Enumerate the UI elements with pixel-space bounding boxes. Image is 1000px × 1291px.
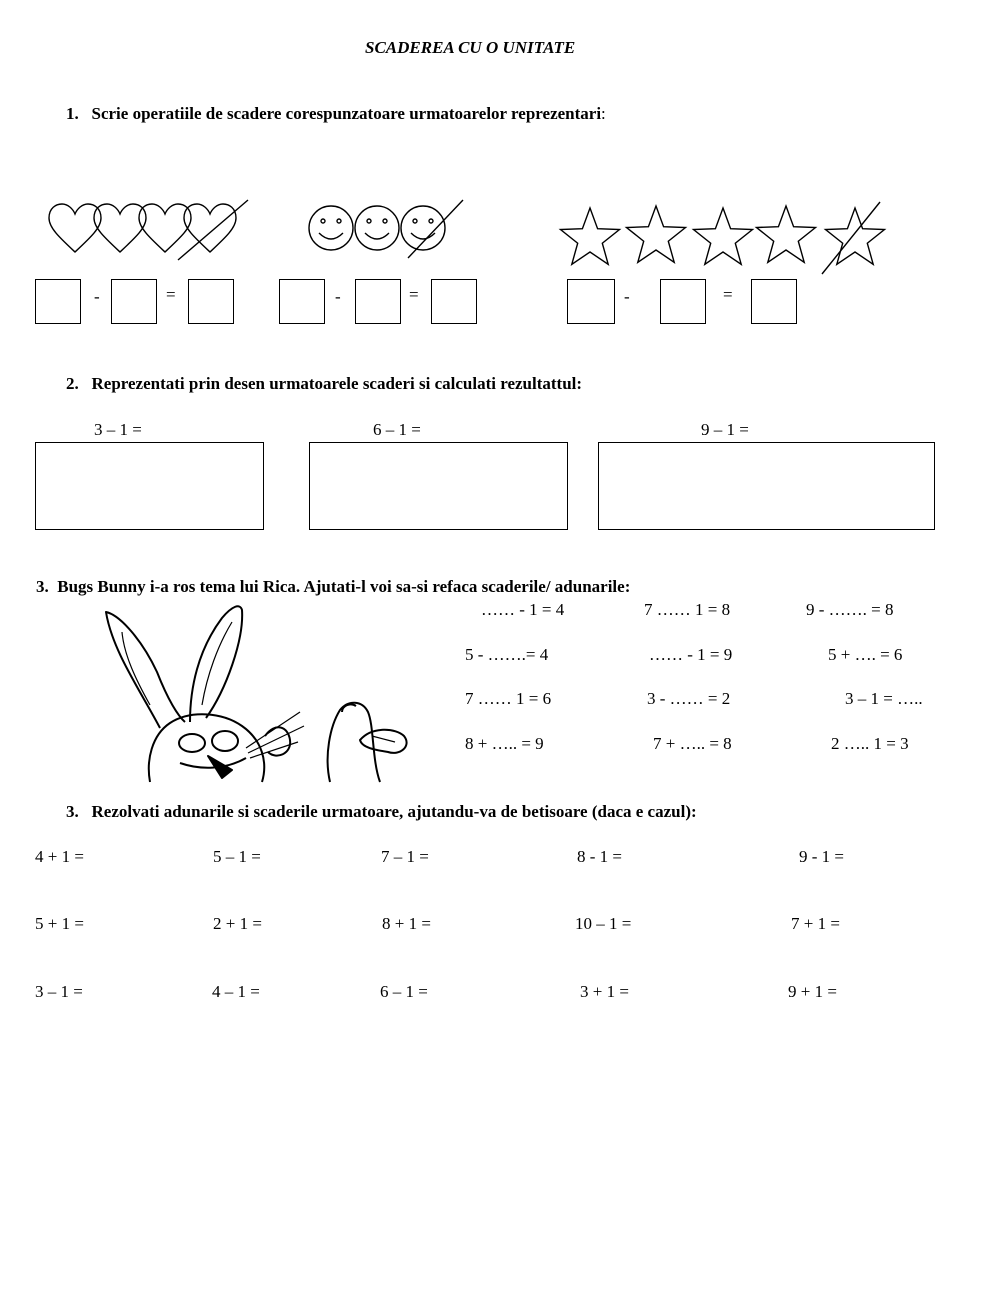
arithmetic-exercise[interactable]: 8 - 1 = <box>577 847 622 866</box>
q2-exercise: 9 – 1 = <box>701 420 749 439</box>
arithmetic-exercise[interactable]: 6 – 1 = <box>380 982 428 1001</box>
q4-heading <box>66 802 697 822</box>
minus-sign: - <box>335 287 341 306</box>
q1-number: 1. <box>66 104 79 123</box>
rabbit-ear-icon <box>106 612 185 728</box>
arithmetic-exercise[interactable]: 8 + 1 = <box>382 914 431 933</box>
fill-in-exercise[interactable]: 7 …… 1 = 8 <box>644 600 731 619</box>
arithmetic-exercise[interactable]: 9 - 1 = <box>799 847 844 866</box>
q1-text: Scrie operatiile de scadere corespunzatoare urmatoarelor reprezentari <box>91 104 602 123</box>
equals-sign: = <box>166 285 176 304</box>
arithmetic-exercise[interactable]: 3 – 1 = <box>35 982 83 1001</box>
arithmetic-exercise[interactable]: 5 – 1 = <box>213 847 261 866</box>
q1-colon: : <box>601 104 606 123</box>
fill-in-exercise[interactable]: 7 + ….. = 8 <box>653 734 732 753</box>
q4-text: Rezolvati adunarile si scaderile urmatoare, ajutandu-va de betisoare (daca e cazul): <box>91 802 697 821</box>
fill-in-exercise[interactable]: 3 - …… = 2 <box>647 689 731 708</box>
fill-in-exercise[interactable]: 8 + ….. = 9 <box>465 734 544 753</box>
fill-in-exercise[interactable]: …… - 1 = 9 <box>649 645 733 664</box>
q2-text: Reprezentati prin desen urmatoarele scaderi si calculati rezultattul: <box>91 374 583 393</box>
arithmetic-exercise[interactable]: 9 + 1 = <box>788 982 837 1001</box>
pencil-icon <box>328 703 407 782</box>
arithmetic-exercise[interactable]: 4 – 1 = <box>212 982 260 1001</box>
fill-in-exercise[interactable]: 7 …… 1 = 6 <box>465 689 552 708</box>
q4-number: 3. <box>66 802 79 821</box>
fill-in-exercise[interactable]: 2 ….. 1 = 3 <box>831 734 909 753</box>
q3-number: 3. <box>36 577 49 596</box>
rabbit-ear-icon <box>190 606 242 722</box>
fill-in-exercise[interactable]: …… - 1 = 4 <box>481 600 565 619</box>
minus-sign: - <box>94 287 100 306</box>
equals-sign: = <box>723 285 733 304</box>
arithmetic-exercise[interactable]: 7 + 1 = <box>791 914 840 933</box>
arithmetic-exercise[interactable]: 4 + 1 = <box>35 847 84 866</box>
fill-in-exercise[interactable]: 5 - …….= 4 <box>465 645 549 664</box>
rabbit-head-icon <box>149 712 304 782</box>
fill-in-exercise[interactable]: 5 + …. = 6 <box>828 645 903 664</box>
q2-exercise: 3 – 1 = <box>94 420 142 439</box>
arithmetic-exercise[interactable]: 10 – 1 = <box>575 914 632 933</box>
q3-text: Bugs Bunny i-a ros tema lui Rica. Ajutati-l voi sa-si refaca scaderile/ adunarile: <box>57 577 631 596</box>
fill-in-exercise[interactable]: 3 – 1 = ….. <box>845 689 923 708</box>
arithmetic-exercise[interactable]: 7 – 1 = <box>381 847 429 866</box>
q2-exercise: 6 – 1 = <box>373 420 421 439</box>
equals-sign: = <box>409 285 419 304</box>
arithmetic-exercise[interactable]: 5 + 1 = <box>35 914 84 933</box>
minus-sign: - <box>624 287 630 306</box>
fill-in-exercise[interactable]: 9 - ……. = 8 <box>806 600 894 619</box>
page-title: SCADEREA CU O UNITATE <box>365 38 576 57</box>
arithmetic-exercise[interactable]: 2 + 1 = <box>213 914 262 933</box>
arithmetic-exercise[interactable]: 3 + 1 = <box>580 982 629 1001</box>
q2-number: 2. <box>66 374 79 393</box>
